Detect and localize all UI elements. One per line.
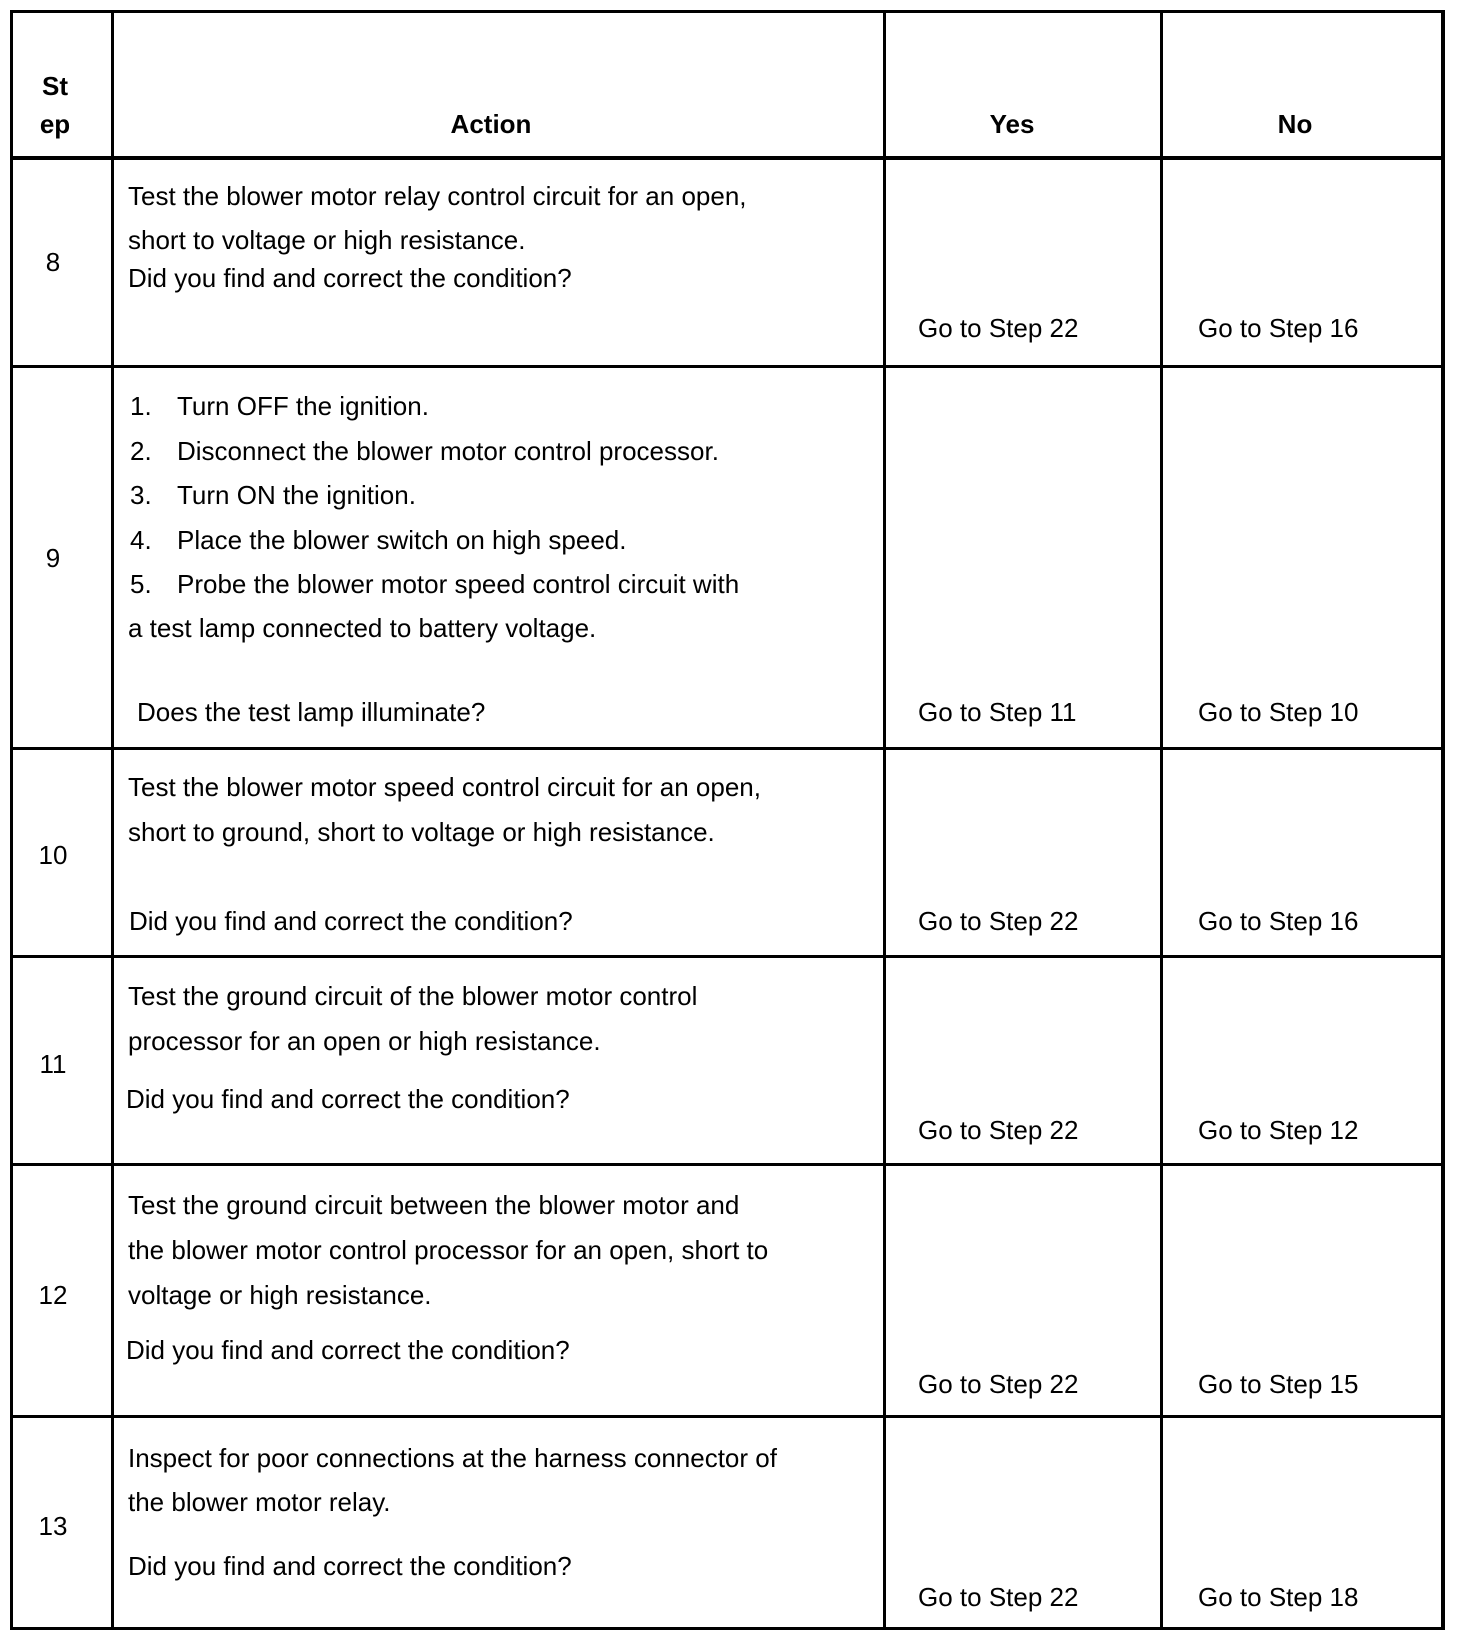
- action-line: processor for an open or high resistance.: [128, 1026, 601, 1056]
- list-item: [130, 525, 739, 570]
- action-line: short to ground, short to voltage or high resistance.: [128, 817, 715, 847]
- step-number: 13: [38, 1511, 68, 1541]
- action-line: Test the ground circuit between the blower motor and: [128, 1190, 740, 1220]
- header-yes: Yes: [989, 109, 1035, 139]
- row-divider: [10, 747, 1445, 750]
- list-item-number: 3.: [130, 480, 152, 510]
- list-item-number: 5.: [130, 569, 152, 599]
- yes-outcome: Go to Step 22: [918, 1369, 1079, 1399]
- yes-outcome: Go to Step 22: [918, 1582, 1079, 1612]
- table-border-left: [10, 10, 13, 1630]
- yes-outcome: Go to Step 11: [918, 697, 1077, 727]
- no-outcome: Go to Step 16: [1198, 906, 1359, 936]
- procedure-list: [130, 391, 739, 614]
- no-outcome: Go to Step 18: [1198, 1582, 1359, 1612]
- list-item-text: Turn ON the ignition.: [177, 480, 416, 510]
- yes-outcome: Go to Step 22: [918, 313, 1079, 343]
- step-number: 8: [45, 247, 61, 277]
- list-item-number: 2.: [130, 435, 152, 466]
- action-line: the blower motor relay.: [128, 1487, 391, 1517]
- list-item-number: 1.: [130, 391, 152, 421]
- action-question: Does the test lamp illuminate?: [137, 697, 486, 727]
- table-border-right: [1441, 10, 1445, 1630]
- column-divider-step: [111, 10, 114, 1630]
- action-line: voltage or high resistance.: [128, 1280, 432, 1310]
- row-divider: [10, 1163, 1445, 1166]
- column-divider-yes: [1160, 10, 1163, 1630]
- action-line: Test the ground circuit of the blower motor control: [128, 981, 698, 1011]
- list-item: [130, 391, 739, 436]
- action-line: the blower motor control processor for an open, short to: [128, 1235, 769, 1265]
- no-outcome: Go to Step 16: [1198, 313, 1359, 343]
- header-step-line1: St: [42, 71, 68, 101]
- column-divider-action: [883, 10, 886, 1630]
- no-outcome: Go to Step 12: [1198, 1115, 1359, 1145]
- table-border-bottom: [10, 1627, 1445, 1630]
- step-number: 9: [45, 543, 61, 573]
- action-question: Did you find and correct the condition?: [126, 1084, 570, 1114]
- step-number: 10: [38, 840, 68, 870]
- action-question: Did you find and correct the condition?: [128, 1551, 572, 1581]
- list-item: [130, 436, 739, 481]
- no-outcome: Go to Step 15: [1198, 1369, 1359, 1399]
- action-line: Inspect for poor connections at the harness connector of: [128, 1443, 777, 1473]
- yes-outcome: Go to Step 22: [918, 1115, 1079, 1145]
- action-question: Did you find and correct the condition?: [129, 906, 573, 936]
- no-outcome: Go to Step 10: [1198, 697, 1359, 727]
- action-line: Test the blower motor relay control circuit for an open,: [128, 181, 747, 211]
- action-question: Did you find and correct the condition?: [126, 1335, 570, 1365]
- row-divider: [10, 1415, 1445, 1418]
- list-item: [130, 480, 739, 525]
- header-no: No: [1277, 109, 1313, 139]
- yes-outcome: Go to Step 22: [918, 906, 1079, 936]
- row-divider: [10, 365, 1445, 368]
- row-divider: [10, 955, 1445, 958]
- header-step-line2: ep: [39, 109, 71, 139]
- step-number: 11: [39, 1049, 67, 1079]
- step-number: 12: [38, 1280, 68, 1310]
- list-item-text: Place the blower switch on high speed.: [177, 524, 627, 555]
- table-border-top: [10, 10, 1445, 13]
- action-line: Test the blower motor speed control circuit for an open,: [128, 772, 761, 802]
- list-item-text: Turn OFF the ignition.: [177, 391, 429, 421]
- list-item-text: Disconnect the blower motor control processor.: [177, 435, 719, 466]
- list-item: [130, 569, 739, 614]
- list-item-text: Probe the blower motor speed control circuit with: [177, 569, 740, 599]
- action-question: Did you find and correct the condition?: [128, 263, 572, 293]
- action-line: short to voltage or high resistance.: [128, 225, 526, 255]
- header-divider: [10, 156, 1445, 160]
- header-action: Action: [450, 109, 532, 139]
- action-line: a test lamp connected to battery voltage.: [128, 613, 597, 643]
- list-item-number: 4.: [130, 524, 152, 555]
